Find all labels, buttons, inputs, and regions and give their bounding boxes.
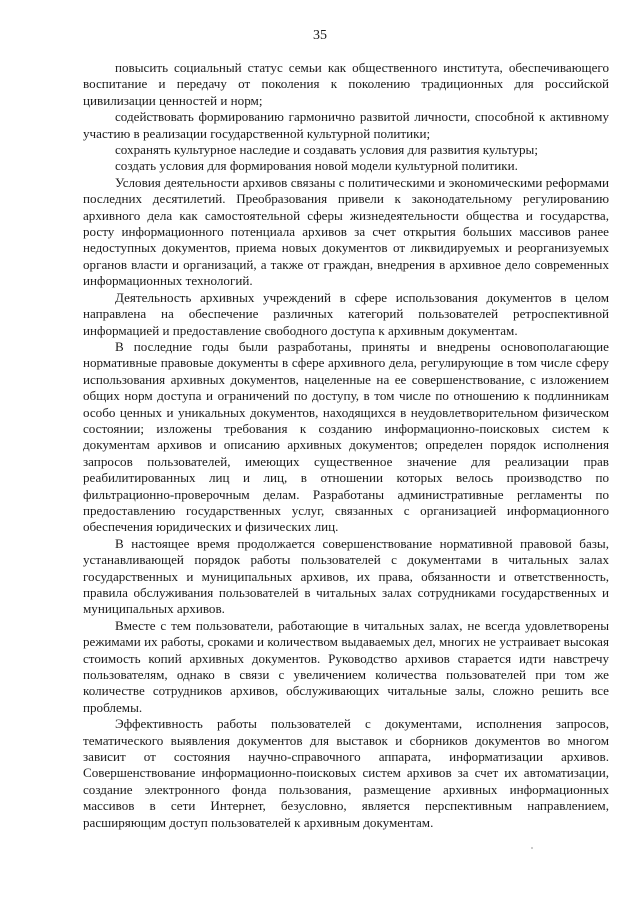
paragraph-personality: содействовать формированию гармонично развитой личности, способной к активному участию в реализации государственной культурной политики; (83, 109, 609, 141)
paragraph-reading-rooms: Вместе с тем пользователи, работающие в читальных залах, не всегда удовлетворены режимами их работы, сроками и количеством выдаваемых дел, многих не устраивает высокая стоимость копий архивных документов. Руководство архивов старается идти навстречу пользователям, однако в связи с увеличением количества пользователей при том же количестве сотрудников архивов, обслуживающих читальные залы, сложно решить все проблемы. (83, 617, 609, 715)
paragraph-archive-activity: Деятельность архивных учреждений в сфере использования документов в целом направлена на обеспечение различных категорий пользователей ретроспективной информацией и предоставление свободного доступа к архивным документам. (83, 289, 609, 338)
paragraph-archive-conditions: Условия деятельности архивов связаны с политическими и экономическими реформами последних десятилетий. Преобразования привели к законодательному регулированию архивного дела как самостоятельной сферы жизнедеятельности общества и государства, росту информационного потенциала архивов за счет открытия больших массивов ранее недоступных документов, приема новых документов от ликвидируемых и реорганизуемых органов власти и организаций, а также от граждан, внедрения в архивное дело современных информационных технологий. (83, 174, 609, 289)
paragraph-efficiency: Эффективность работы пользователей с документами, исполнения запросов, тематического выявления документов для выставок и сборников документов во многом зависит от состояния научно-справочного аппарата, информатизации архивов. Совершенствование информационно-поисковых систем архивов за счет их автоматизации, создание электронного фонда пользования, размещение архивных информационных массивов в сети Интернет, безусловно, является перспективным направлением, расширяющим доступ пользователей к архивным документам. (83, 716, 609, 830)
document-body (83, 60, 609, 831)
paragraph-regulations: В последние годы были разработаны, приняты и внедрены основополагающие нормативные правовые документы в сфере архивного дела, регулирующие в том числе сферу использования архивных документов, нацеленные на ее совершенствование, с изложением общих норм доступа и ограничений по доступу, в том числе по отношению к подлинникам особо ценных и уникальных документов, находящихся в неудовлетворительном физическом состоянии; изложены требования к созданию информационно-поисковых систем к документам архивов и описанию архивных документов; определен порядок исполнения запросов пользователей, имеющих существенное значение для реализации прав реабилитированных лиц и лиц, в отношении которых велось производство по фильтрационно-проверочным делам. Разработаны административные регламенты по предоставлению государственных услуг, связанных с организацией информационного обеспечения юридических и физических лиц. (83, 338, 609, 535)
paragraph-legal-base: В настоящее время продолжается совершенствование нормативной правовой базы, устанавливающей порядок работы пользователей с документами в читальных залах государственных и муниципальных архивов, их права, обязанности и ответственность, правила обслуживания пользователей в читальных залах сотрудниками государственных и муниципальных архивов. (83, 535, 609, 617)
page-number: 35 (313, 28, 327, 43)
paragraph-family-status: повысить социальный статус семьи как общественного института, обеспечивающего воспитание и передачу от поколения к поколению традиционных для российской цивилизации ценностей и норм; (83, 60, 609, 108)
scan-speck (531, 847, 533, 849)
paragraph-new-model: создать условия для формирования новой модели культурной политики. (115, 158, 518, 174)
paragraph-heritage: сохранять культурное наследие и создавать условия для развития культуры; (115, 142, 538, 158)
